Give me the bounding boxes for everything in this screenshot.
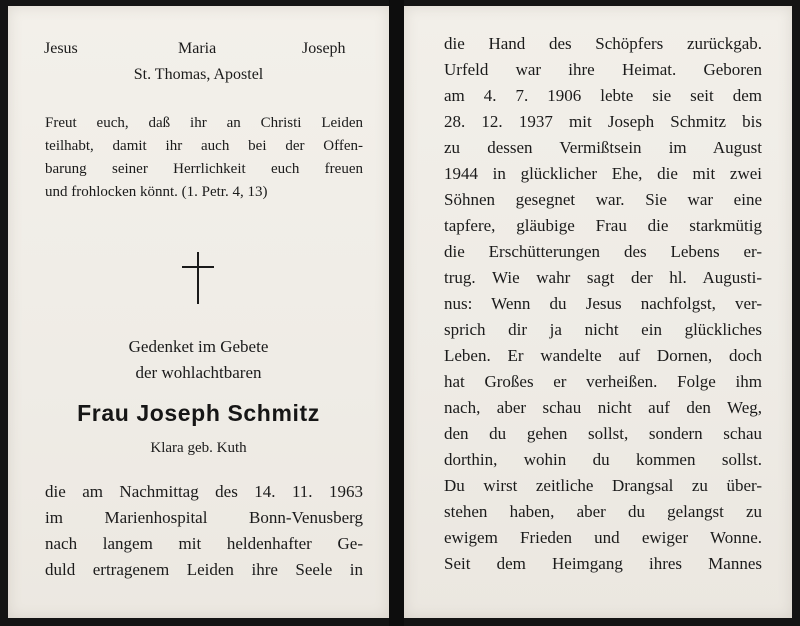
right-body-line-3: am 4. 7. 1906 lebte sie seit dem <box>444 86 762 105</box>
right-body-line-15: nach, aber schau nicht auf den Weg, <box>444 398 762 417</box>
deceased-name: Frau Joseph Schmitz <box>77 400 320 426</box>
right-body-line-4: 28. 12. 1937 mit Joseph Schmitz bis <box>444 112 762 131</box>
remembrance-line-2: der wohlachtbaren <box>135 363 262 382</box>
memorial-card-back <box>404 6 792 618</box>
right-body-line-10: trug. Wie wahr sagt der hl. Augusti- <box>444 268 762 287</box>
left-body-line-2: im Marienhospital Bonn-Venusberg <box>45 508 363 527</box>
left-body-line-4: duld ertragenem Leiden ihre Seele in <box>45 560 363 579</box>
left-body-line-3: nach langem mit heldenhafter Ge- <box>45 534 363 553</box>
card-fold-gap <box>389 0 404 626</box>
right-body-line-8: tapfere, gläubige Frau die starkmütig <box>444 216 762 235</box>
left-body-line-1: die am Nachmittag des 14. 11. 1963 <box>45 482 363 501</box>
holy-family-header <box>44 40 360 62</box>
right-body-line-6: 1944 in glücklicher Ehe, die mit zwei <box>444 164 762 183</box>
right-body-line-2: Urfeld war ihre Heimat. Geboren <box>444 60 762 79</box>
saint-joseph: Joseph <box>302 40 346 57</box>
verse-line-2: teilhabt, damit ihr auch bei der Offen- <box>45 138 363 154</box>
right-body-line-1: die Hand des Schöpfers zurückgab. <box>444 34 762 53</box>
saint-jesus: Jesus <box>44 40 78 57</box>
verse-line-1: Freut euch, daß ihr an Christi Leiden <box>45 115 363 131</box>
right-body-line-20: ewigem Frieden und ewiger Wonne. <box>444 528 762 547</box>
saint-maria: Maria <box>178 40 217 57</box>
right-body-line-16: den du gehen sollst, sondern schau <box>444 424 762 443</box>
right-body-line-13: Leben. Er wandelte auf Dornen, doch <box>444 346 762 365</box>
memorial-card-front <box>8 6 389 618</box>
verse-line-3: barung seiner Herrlichkeit euch freuen <box>45 161 363 177</box>
right-body-line-18: Du wirst zeitliche Drangsal zu über- <box>444 476 762 495</box>
right-body-line-7: Söhnen gesegnet war. Sie war eine <box>444 190 762 209</box>
right-body-line-5: zu dessen Vermißtsein im August <box>444 138 762 157</box>
right-body-line-9: die Erschütterungen des Lebens er- <box>444 242 762 261</box>
right-body-line-12: sprich dir ja nicht ein glückliches <box>444 320 762 339</box>
right-body-line-11: nus: Wenn du Jesus nachfolgst, ver- <box>444 294 762 313</box>
right-body-line-14: hat Großes er verheißen. Folge ihm <box>444 372 762 391</box>
apostle-line: St. Thomas, Apostel <box>133 66 264 83</box>
cross-icon <box>176 252 220 304</box>
remembrance-line-1: Gedenket im Gebete <box>128 337 269 356</box>
maiden-name: Klara geb. Kuth <box>150 440 247 456</box>
right-body-line-17: dorthin, wohin du kommen sollst. <box>444 450 762 469</box>
right-body-line-19: stehen haben, aber du gelangst zu <box>444 502 762 521</box>
right-body-line-21: Seit dem Heimgang ihres Mannes <box>444 554 762 573</box>
verse-line-4: und frohlocken könnt. (1. Petr. 4, 13) <box>45 184 268 200</box>
